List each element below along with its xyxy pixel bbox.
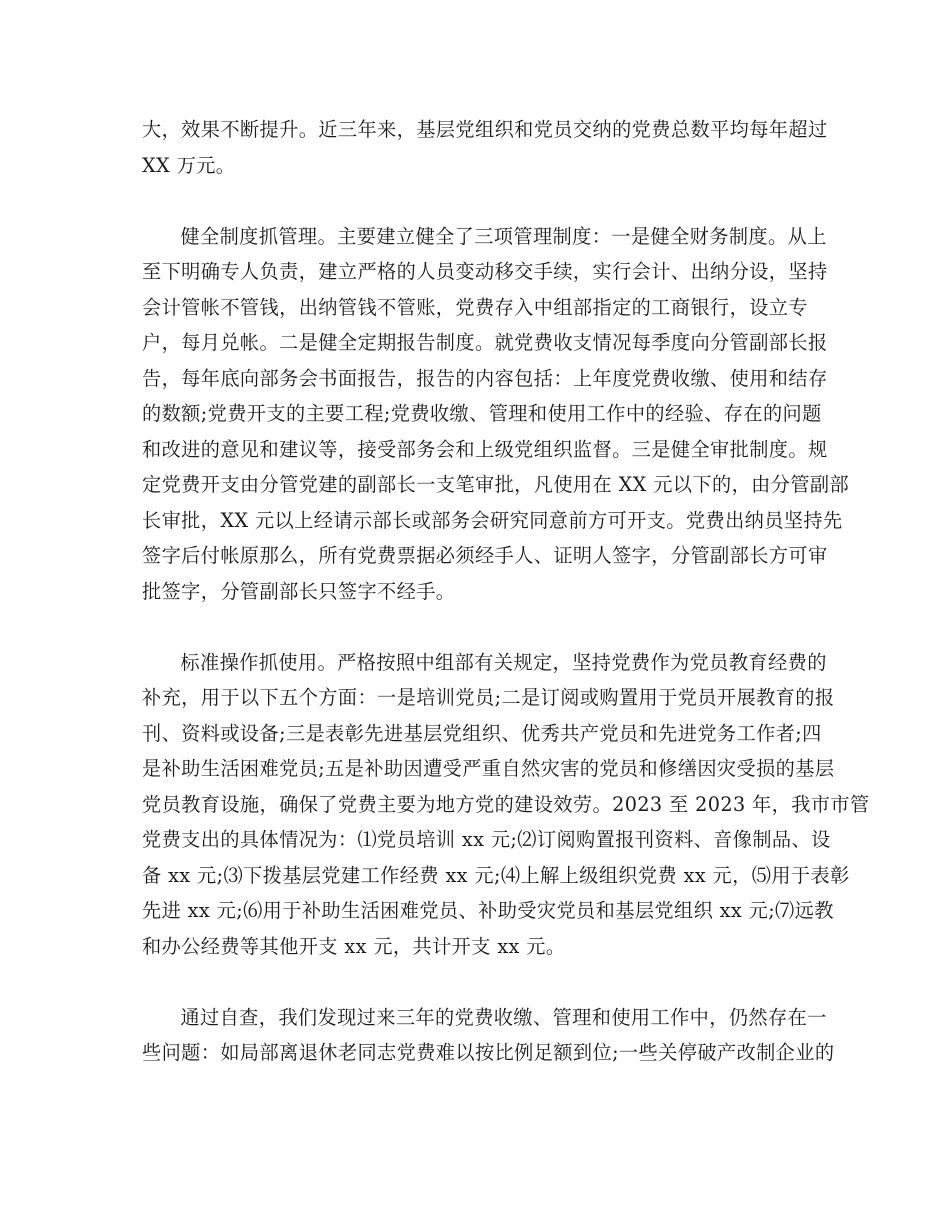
paragraph-party-fee-total <box>142 112 828 183</box>
text-line: 会计管帐不管钱，出纳管钱不管账，党费存入中组部指定的工商银行，设立专 <box>142 295 808 319</box>
text-line: 长审批，XX 元以上经请示部长或部务会研究同意前方可开支。党费出纳员坚持先 <box>142 508 843 532</box>
text-line: 的数额;党费开支的主要工程;党费收缴、管理和使用工作中的经验、存在的问题 <box>142 402 822 425</box>
text-line: 是补助生活困难党员;五是补助因遭受严重自然灾害的党员和修缮因灾受损的基层 <box>142 757 835 780</box>
paragraph-system-management <box>142 219 850 610</box>
text-line: 标准操作抓使用。严格按照中组部有关规定，坚持党费作为党员教育经费的 <box>180 650 827 674</box>
text-line: 批签字，分管副部长只签字不经手。 <box>142 579 456 603</box>
text-line: 先进 xx 元;⑹用于补助生活困难党员、补助受灾党员和基层党组织 xx 元;⑺远教 <box>142 899 834 922</box>
text-line: 些问题：如局部离退休老同志党费难以按比例足额到位;一些关停破产改制企业的 <box>142 1041 835 1064</box>
text-line: 补充，用于以下五个方面：一是培训党员;二是订阅或购置用于党员开展教育的报 <box>142 686 835 709</box>
text-line: 通过自查，我们发现过来三年的党费收缴、管理和使用工作中，仍然存在一 <box>180 1005 827 1029</box>
text-line: 签字后付帐原那么，所有党费票据必须经手人、证明人签字，分管副部长方可审 <box>142 544 828 567</box>
text-line: 备 xx 元;⑶下拨基层党建工作经费 xx 元;⑷上解上级组织党费 xx 元，⑸用于表彰 <box>142 863 850 887</box>
text-line: 健全制度抓管理。主要建立健全了三项管理制度：一是健全财务制度。从上 <box>180 224 827 248</box>
text-line: 至下明确专人负责，建立严格的人员变动移交手续，实行会计、出纳分设，坚持 <box>142 260 828 283</box>
text-line: XX 万元。 <box>142 153 236 177</box>
paragraph-self-inspection <box>142 1000 835 1071</box>
text-line: 定党费开支由分管党建的副部长一支笔审批，凡使用在 XX 元以下的，由分管副部 <box>142 473 850 496</box>
text-line: 党员教育设施，确保了党费主要为地方党的建设效劳。2023 至 2023 年，我市市管 <box>142 792 870 816</box>
text-line: 和改进的意见和建议等，接受部务会和上级党组织监督。三是健全审批制度。规 <box>142 437 828 461</box>
document-page <box>142 112 870 1106</box>
text-line: 和办公经费等其他开支 xx 元，共计开支 xx 元。 <box>142 934 566 958</box>
text-line: 大，效果不断提升。近三年来，基层党组织和党员交纳的党费总数平均每年超过 <box>142 118 828 141</box>
text-line: 党费支出的具体情况为：⑴党员培训 xx 元;⑵订阅购置报刊资料、音像制品、设 <box>142 828 831 851</box>
text-line: 户，每月兑帐。二是健全定期报告制度。就党费收支情况每季度向分管副部长报 <box>142 331 828 354</box>
text-line: 刊、资料或设备;三是表彰先进基层党组织、优秀共产党员和先进党务工作者;四 <box>142 721 822 745</box>
text-line: 告，每年底向部务会书面报告，报告的内容包括：上年度党费收缴、使用和结存 <box>142 366 828 390</box>
paragraph-standard-usage <box>142 645 870 965</box>
